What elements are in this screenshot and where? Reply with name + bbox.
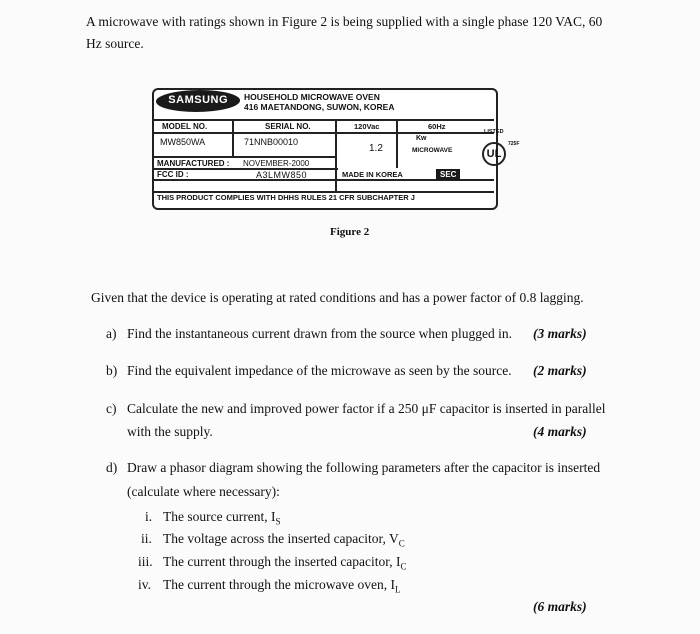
question-a-text: Find the instantaneous current drawn from the source when plugged in. bbox=[127, 326, 513, 341]
question-b-text: Find the equivalent impedance of the microwave as seen by the source. bbox=[127, 363, 512, 378]
subitem-number: i. bbox=[145, 509, 153, 524]
question-c-text-1: Calculate the new and improved power factor if a 250 μF capacitor is inserted in parallel bbox=[127, 401, 606, 416]
subitem-text: The source current, $I_S$ bbox=[163, 509, 281, 527]
question-d-marks: (6 marks) bbox=[533, 599, 587, 614]
voltage-rating: 120Vac bbox=[354, 122, 380, 131]
grid-line bbox=[154, 119, 494, 121]
listed-label: LISTED bbox=[484, 129, 504, 135]
ul-logo: UL bbox=[482, 142, 506, 166]
subitem-text: The current through the inserted capacitor, $I_C$ bbox=[163, 554, 407, 572]
question-c-label: c) bbox=[106, 401, 117, 416]
given-statement: Given that the device is operating at rated conditions and has a power factor of 0.8 lagging. bbox=[91, 290, 584, 305]
question-d-text-2: (calculate where necessary): bbox=[127, 484, 280, 499]
samsung-logo: SAMSUNG bbox=[154, 90, 242, 112]
question-c-marks: (4 marks) bbox=[533, 424, 587, 439]
sec-badge: SEC bbox=[436, 169, 460, 180]
model-value: MW850WA bbox=[160, 137, 206, 147]
question-a-label: a) bbox=[106, 326, 117, 341]
intro-line-2: Hz source. bbox=[86, 36, 144, 51]
ul-code: 725F bbox=[508, 141, 520, 147]
power-value: 1.2 bbox=[369, 143, 383, 154]
subitem-number: iii. bbox=[138, 554, 153, 569]
question-b-marks: (2 marks) bbox=[533, 363, 587, 378]
grid-line bbox=[396, 132, 398, 168]
serial-label: SERIAL NO. bbox=[265, 122, 311, 131]
figure-caption: Figure 2 bbox=[330, 226, 370, 238]
manufactured-value: NOVEMBER-2000 bbox=[243, 159, 310, 168]
nameplate-address: 416 MAETANDONG, SUWON, KOREA bbox=[244, 102, 395, 112]
model-label: MODEL NO. bbox=[162, 122, 208, 131]
grid-line bbox=[154, 156, 337, 158]
question-b-label: b) bbox=[106, 363, 118, 378]
question-a-marks: (3 marks) bbox=[533, 326, 587, 341]
nameplate-title: HOUSEHOLD MICROWAVE OVEN bbox=[244, 92, 380, 102]
fcc-value: A3LMW850 bbox=[256, 170, 308, 180]
fcc-label: FCC ID : bbox=[157, 170, 189, 179]
power-unit: Kw bbox=[416, 135, 427, 142]
frequency-rating: 60Hz bbox=[428, 122, 446, 131]
question-d-text-1: Draw a phasor diagram showing the following parameters after the capacitor is inserted bbox=[127, 460, 601, 475]
subitem-number: ii. bbox=[141, 531, 152, 546]
question-c-text-2: with the supply. bbox=[127, 424, 213, 439]
intro-line-1: A microwave with ratings shown in Figure 2 is being supplied with a single phase 120 VAC, 60 bbox=[86, 14, 603, 29]
manufactured-label: MANUFACTURED : bbox=[157, 159, 230, 168]
grid-line bbox=[335, 119, 337, 191]
subitem-number: iv. bbox=[138, 577, 151, 592]
microwave-label: MICROWAVE bbox=[412, 147, 453, 154]
nameplate-figure bbox=[150, 80, 520, 212]
made-in-korea: MADE IN KOREA bbox=[342, 170, 403, 179]
subitem-text: The voltage across the inserted capacitor, $V_C$ bbox=[163, 531, 405, 549]
serial-value: 71NNB00010 bbox=[244, 137, 299, 147]
subitem-text: The current through the microwave oven, $I_L$ bbox=[163, 577, 401, 595]
grid-line bbox=[396, 119, 398, 132]
grid-line bbox=[232, 119, 234, 156]
compliance-text: THIS PRODUCT COMPLIES WITH DHHS RULES 21 CFR SUBCHAPTER J bbox=[157, 193, 415, 202]
grid-line bbox=[154, 132, 494, 134]
question-d-label: d) bbox=[106, 460, 118, 475]
